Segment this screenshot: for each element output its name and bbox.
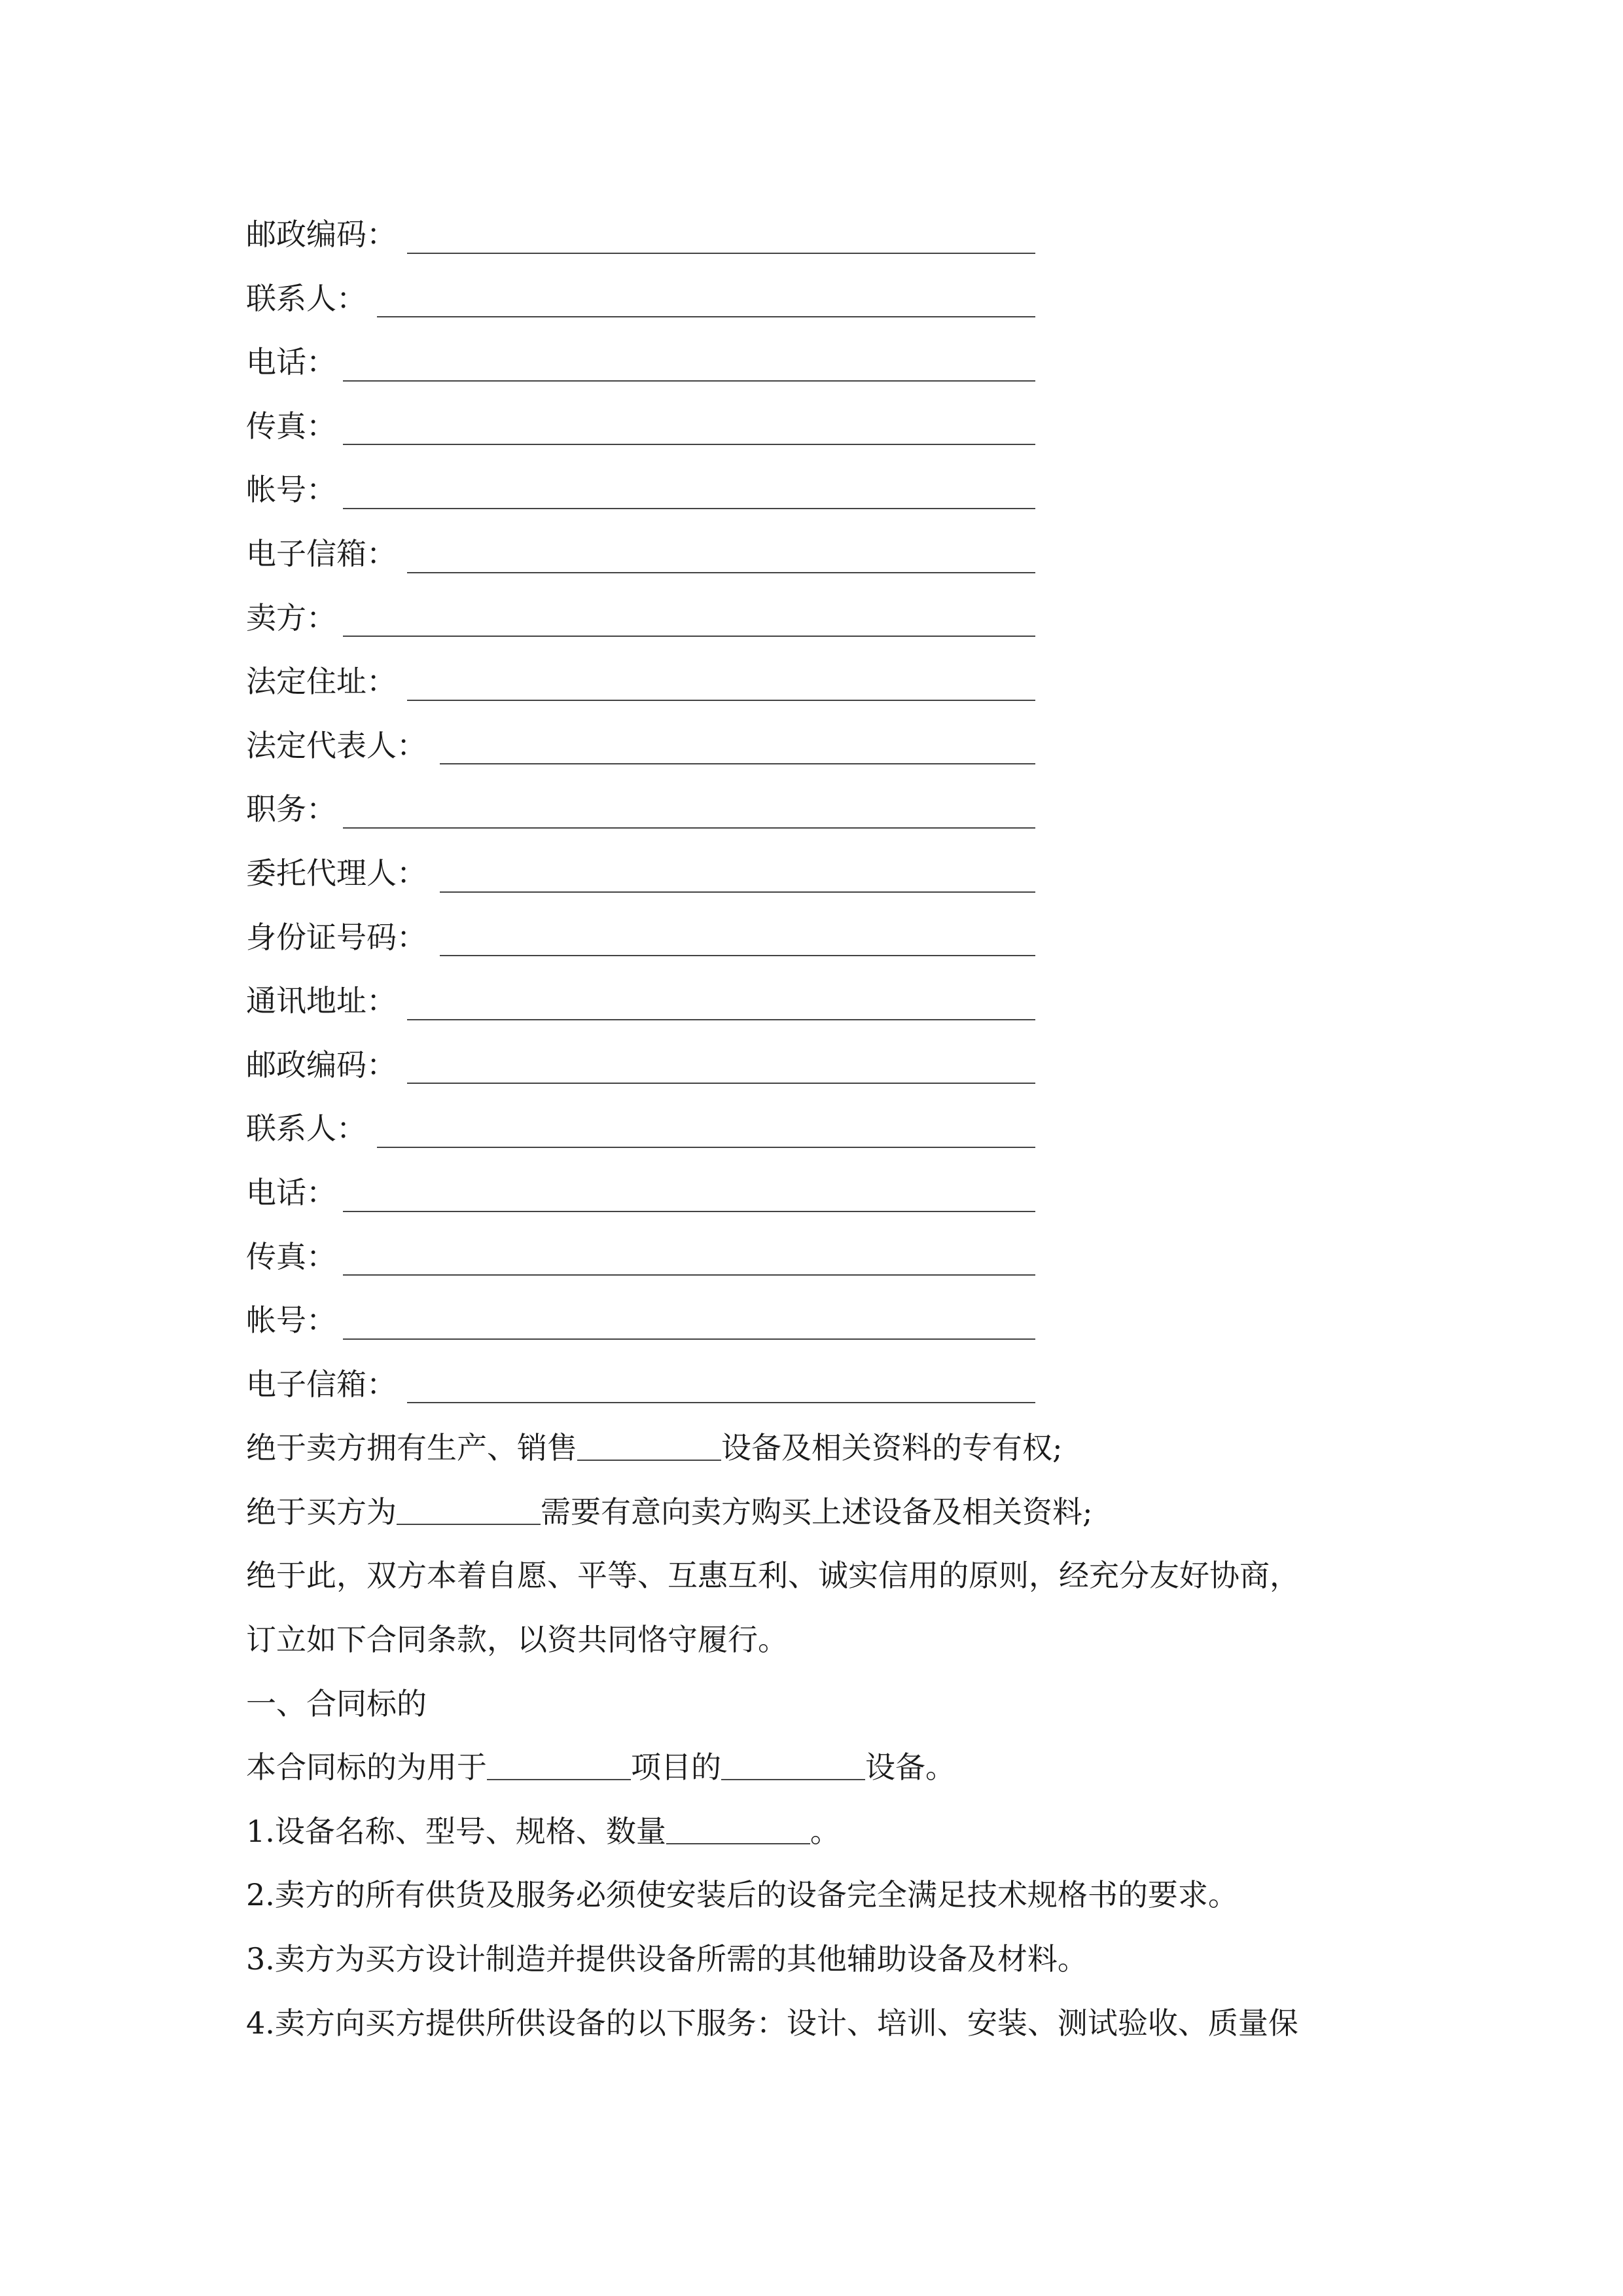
form-field-contact — [246, 267, 1411, 331]
form-field-account — [246, 458, 1411, 522]
blank-line — [407, 572, 1035, 573]
field-label: 身份证号码： — [246, 919, 427, 955]
section-intro — [246, 1736, 1411, 1800]
blank-line — [407, 1019, 1035, 1020]
blank-line — [397, 1498, 541, 1525]
field-label: 卖方： — [246, 600, 336, 636]
field-label: 邮政编码： — [246, 1047, 397, 1083]
recital-seller-rights — [246, 1416, 1411, 1480]
blank-line — [577, 1433, 721, 1461]
field-label: 电子信箱： — [246, 1366, 397, 1402]
blank-line — [407, 1083, 1035, 1084]
field-label: 电子信箱： — [246, 535, 397, 571]
field-label: 法定代表人： — [246, 727, 427, 763]
blank-line — [343, 444, 1035, 445]
form-field-account — [246, 1289, 1411, 1353]
blank-line — [343, 1338, 1035, 1340]
blank-line — [343, 827, 1035, 829]
clause-item-3: 3.卖方为买方设计制造并提供设备所需的其他辅助设备及材料。 — [246, 1941, 1088, 1977]
recital-text: 绝于买方为 — [246, 1494, 397, 1530]
field-label: 电话： — [246, 1174, 336, 1210]
blank-line — [343, 380, 1035, 382]
form-field-seller — [246, 586, 1411, 651]
field-label: 传真： — [246, 1238, 336, 1274]
clause-item-2: 2.卖方的所有供货及服务必须使安装后的设备完全满足技术规格书的要求。 — [246, 1877, 1238, 1913]
field-label: 电话： — [246, 344, 336, 380]
clause-text: 。 — [810, 1813, 840, 1849]
blank-line — [407, 253, 1035, 254]
clause-text: 项目的 — [631, 1749, 721, 1785]
contract-body — [246, 203, 1411, 2055]
form-field-phone — [246, 331, 1411, 395]
blank-line — [343, 1211, 1035, 1212]
field-label: 联系人： — [246, 280, 366, 316]
form-field-fax — [246, 395, 1411, 459]
form-field-fax — [246, 1225, 1411, 1289]
field-label: 法定住址： — [246, 664, 397, 700]
section-heading: 一、合同标的 — [246, 1685, 427, 1721]
form-field-agent — [246, 842, 1411, 906]
field-label: 通讯地址： — [246, 983, 397, 1019]
form-field-mailing-address — [246, 969, 1411, 1033]
blank-line — [721, 1753, 865, 1780]
blank-line — [377, 316, 1035, 317]
form-field-id-number — [246, 906, 1411, 970]
recital-text: 需要有意向卖方购买上述设备及相关资料; — [541, 1494, 1093, 1530]
blank-line — [666, 1817, 810, 1844]
recital-buyer-intent — [246, 1480, 1411, 1545]
form-field-legal-rep — [246, 714, 1411, 778]
form-field-contact — [246, 1097, 1411, 1161]
form-field-legal-address — [246, 650, 1411, 714]
field-label: 帐号： — [246, 472, 336, 508]
blank-line — [440, 763, 1035, 764]
blank-line — [440, 955, 1035, 956]
form-field-position — [246, 778, 1411, 842]
field-label: 职务： — [246, 791, 336, 827]
field-label: 传真： — [246, 408, 336, 444]
form-field-email — [246, 1353, 1411, 1417]
blank-line — [377, 1147, 1035, 1148]
blank-line — [487, 1753, 631, 1780]
field-label: 邮政编码： — [246, 217, 397, 252]
recital-text: 绝于卖方拥有生产、销售 — [246, 1430, 577, 1466]
recital-text: 设备及相关资料的专有权; — [721, 1430, 1063, 1466]
blank-line — [407, 1402, 1035, 1403]
blank-line — [343, 636, 1035, 637]
field-label: 联系人： — [246, 1111, 366, 1147]
clause-text: 1.设备名称、型号、规格、数量 — [246, 1813, 666, 1849]
blank-line — [440, 891, 1035, 893]
form-field-email — [246, 522, 1411, 586]
clause-item-4: 4.卖方向买方提供所供设备的以下服务：设计、培训、安装、测试验收、质量保 — [246, 2005, 1298, 2041]
clause-item-1 — [246, 1800, 1411, 1864]
field-label: 委托代理人： — [246, 855, 427, 891]
recital-principles: 绝于此，双方本着自愿、平等、互惠互利、诚实信用的原则，经充分友好协商， — [246, 1558, 1300, 1594]
form-field-postcode — [246, 203, 1411, 267]
blank-line — [343, 508, 1035, 509]
clause-text: 本合同标的为用于 — [246, 1749, 487, 1785]
clause-text: 设备。 — [865, 1749, 955, 1785]
blank-line — [343, 1274, 1035, 1276]
field-label: 帐号： — [246, 1302, 336, 1338]
form-field-postcode — [246, 1033, 1411, 1098]
recital-principles-cont: 订立如下合同条款，以资共同恪守履行。 — [246, 1622, 788, 1658]
form-field-phone — [246, 1161, 1411, 1225]
blank-line — [407, 700, 1035, 701]
